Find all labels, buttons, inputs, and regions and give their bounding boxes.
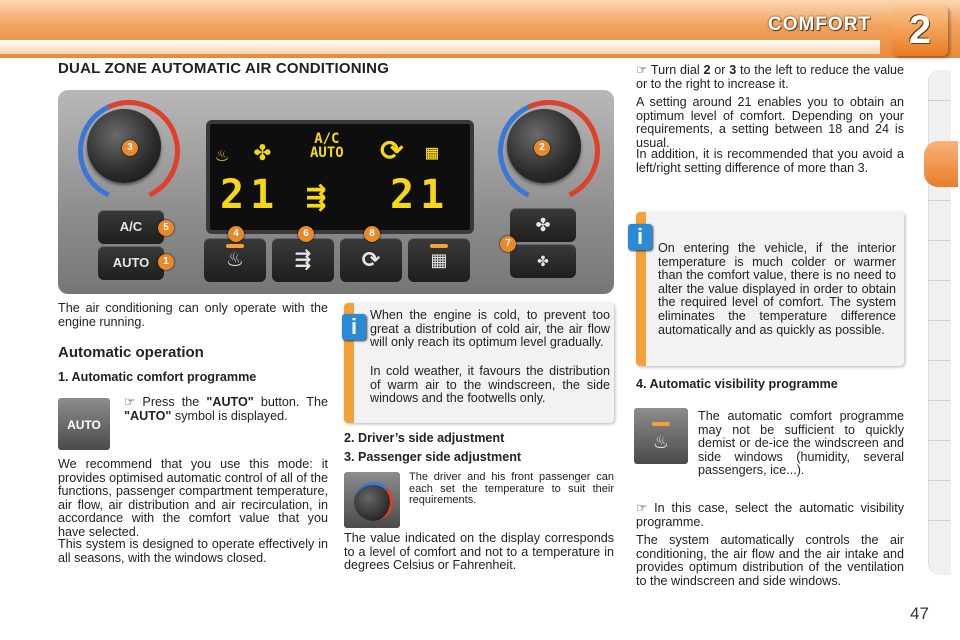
info-icon: i [342,314,366,340]
turn-dial-instruction [636,64,904,91]
driver-temp-display: 21 [220,172,281,218]
chapter-badge [892,6,948,56]
air-distribution-icon: ⇶ [306,176,327,216]
bullet-icon: ☞ [636,63,651,77]
instruction-part: In this case, select the automatic visibility programme. [636,501,904,529]
temperature-dial-thumbnail [344,472,400,528]
tab-divider [928,480,950,481]
tab-divider [928,440,950,441]
tab-divider [928,240,950,241]
tab-divider [928,400,950,401]
callout-2: 2 [534,140,550,156]
tab-divider [928,320,950,321]
auto-button-thumbnail [58,398,110,450]
recirculation-button-icon: ⟳ [361,247,381,272]
windscreen-defrost-icon: ♨ [226,249,244,271]
callout-8: 8 [364,226,380,242]
climate-control-panel [58,90,614,294]
automatic-operation-heading: Automatic operation [58,344,204,361]
fan-icon: ✤ [254,134,271,167]
auto-button[interactable]: AUTO [98,246,164,280]
visibility-instruction [636,502,904,529]
auto-keyword: "AUTO" [206,395,254,409]
passenger-temp-display: 21 [390,172,451,218]
cold-weather-text: In cold weather, it favours the distribution of warm air to the windscreen, the side windows and the footwells only. [370,364,610,406]
windscreen-defrost-icon: ♨ [652,432,670,452]
comfort-programme-title: 1. Automatic comfort programme [58,370,257,384]
indicator-light [652,422,670,426]
press-auto-instruction [124,396,328,423]
ac-button[interactable]: A/C [98,210,164,244]
seasons-text: This system is designed to operate effectively in all seasons, with the windows closed. [58,537,328,565]
temperature-note: The driver and his front passenger can each set the temperature to suit their requirements. [409,471,614,506]
callout-1: 1 [158,254,174,270]
air-distribution-button[interactable] [272,238,334,282]
dial-icon [354,482,393,521]
instruction-part: symbol is displayed. [174,408,288,423]
recirculation-icon: ⟳ [380,134,404,167]
cold-engine-info-box [344,303,614,423]
tab-divider [928,360,950,361]
tab-divider [928,520,950,521]
ac-auto-indicator: A/C AUTO [310,131,344,161]
auto-keyword: "AUTO" [124,408,172,423]
driver-adjustment-title: 2. Driver’s side adjustment [344,431,505,445]
entering-vehicle-info-box [636,212,904,366]
rear-screen-demist-icon: ▦ [430,250,448,270]
fan-small-icon: ✤ [537,253,549,269]
tab-divider [928,100,950,101]
air-distribution-button-icon: ⇶ [294,249,312,271]
indicator-light [226,244,244,248]
setting-text: A setting around 21 enables you to obtain an optimum level of comfort. Depending on your requirements, a setting between 18 and 24 is usual. [636,95,904,150]
display-screen [206,120,474,234]
passenger-adjustment-title: 3. Passenger side adjustment [344,450,522,464]
bullet-icon: ☞ [636,501,655,515]
fan-decrease-button[interactable] [510,244,576,278]
fan-large-icon: ✤ [535,215,551,235]
callout-7: 7 [500,236,516,252]
visibility-button-thumbnail [634,408,688,464]
display-value-text: The value indicated on the display corresponds to a level of comfort and not to a temperature in degrees Celsius or Fahrenheit. [344,531,614,573]
thumbnail-label: AUTO [67,418,101,432]
page-title: DUAL ZONE AUTOMATIC AIR CONDITIONING [58,60,390,77]
visibility-programme-title: 4. Automatic visibility programme [636,377,838,391]
instruction-part: Press the [142,395,200,409]
tab-divider [928,280,950,281]
tab-comfort-active[interactable] [924,141,958,187]
callout-4: 4 [228,226,244,242]
recommend-text: We recommend that you use this mode: it provides optimised automatic control of all of the functions, passenger compartment temperature, air flow, air distribution and air recirculation, in accordance with the comfort value that you have selected. [58,457,328,539]
visibility-controls-text: The system automatically controls the air conditioning, the air flow and the air intake and provides optimum distribution of the ventilation to the windscreen and side windows. [636,533,904,588]
instruction-part: to the left to reduce the value or to the right to increase it. [636,63,905,91]
dial-number: 2 [703,63,711,77]
instruction-part: Turn dial [650,63,700,77]
page-number: 47 [910,604,929,623]
dial-number: 3 [729,63,737,77]
tab-divider [928,200,950,201]
bullet-icon: ☞ [124,395,143,409]
callout-5: 5 [158,220,174,236]
indicator-light [430,244,448,248]
entering-vehicle-text: On entering the vehicle, if the interior temperature is much colder or warmer than the comfort value, there is no need to alter the value displayed in order to obtain the required level of comfort. The system eliminates the temperature difference automatically and as quickly as possible. [658,241,896,337]
instruction-part: or [714,63,726,77]
callout-3: 3 [122,140,138,156]
rear-defrost-icon: ▦ [426,140,439,164]
avoid-text: In addition, it is recommended that you avoid a left/right setting difference of more than 3. [636,147,904,175]
fan-increase-button[interactable] [510,208,576,242]
chapter-title: COMFORT [768,14,872,35]
info-icon: i [628,224,652,250]
recirculation-button[interactable] [340,238,402,282]
chapter-number: 2 [908,8,932,52]
callout-6: 6 [298,226,314,242]
instruction-part: button. The [260,395,329,409]
defrost-icon: ♨ [216,142,229,166]
cold-engine-text: When the engine is cold, to prevent too great a distribution of cold air, the air flow will only reach its optimum level gradually. [370,308,610,350]
visibility-text: The automatic comfort programme may not be sufficient to quickly demist or de-ice the windscreen and side windows (humidity, several passengers, ice...). [698,409,904,478]
header-stripe [0,40,880,54]
intro-text: The air conditioning can only operate with the engine running. [58,301,328,329]
